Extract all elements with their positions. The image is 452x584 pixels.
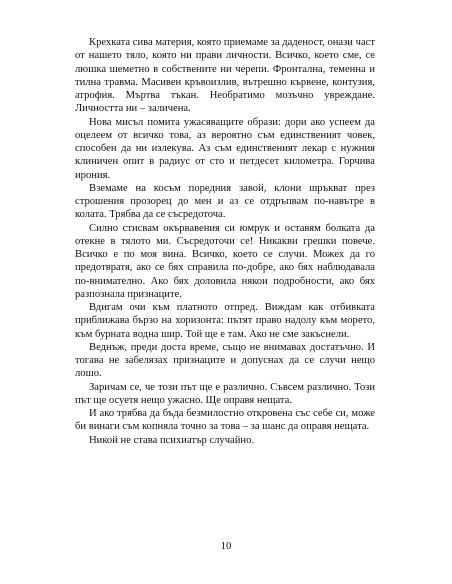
- paragraph-3: Вземаме на косъм поредния завой, клони шръкват през строшения прозорец до мен и аз се отдръпвам по-навътре в колата. Трябва да се съсредоточа.: [75, 182, 375, 221]
- paragraph-7: Заричам се, че този път ще е различно. Съвсем различно. Този път ще осуетя нещо ужасно. Ще оправя нещата.: [75, 381, 375, 406]
- paragraph-4: Силно стисвам окървавения си юмрук и оставям болката да отекне в тялото ми. Съсредоточи се! Никакви грешки повече. Всичко е по моя вина. Всичко, което се случи. Можех да го предотвратя, ако се бях справила по-добре, ако бях наблюдавала по-внимателно. Ако бях доловила някои подробности, ако бях разпознала признаците.: [75, 222, 375, 300]
- paragraph-6: Веднъж, преди доста време, също не внимавах достатъчно. И тогава не забелязах признаците и допуснах да се случи нещо лошо.: [75, 341, 375, 380]
- paragraph-1: Крехката сива материя, която приемаме за даденост, онази част от нашето тяло, която ни прави личности. Всичко, което сме, се люшка шеметно в собствените ни черепи. Фронтална, теменна и тилна травма. Масивен кръвоизлив, вътрешно кървене, контузия, атрофия. Мъртва тъкан. Необратимо мозъчно увреждане. Личността ни – заличена.: [75, 37, 375, 115]
- body-text: [75, 36, 375, 447]
- page-number: 10: [220, 541, 232, 552]
- paragraph-8: И ако трябва да бъда безмилостно откровена със себе си, може би винаги съм копняла точно за това – за шанс да оправя нещата.: [75, 408, 375, 433]
- paragraph-5: Вдигам очи към платното отпред. Виждам как отбивката приближава бързо на хоризонта: пътят право надолу към морето, към бурната водна шир. Той ще е там. Ако не сме закъснели.: [75, 302, 375, 340]
- paragraph-9: Никой не става психиатър случайно.: [89, 434, 255, 446]
- paragraph-2: Нова мисъл помита ужасяващите образи: дори ако успеем да оцелеем от всичко това, аз вероятно съм единственият човек, способен да ни излекува. Аз съм единственият лекар с нужния клиничен опит в радиус от сто и петдесет километра. Горчива ирония.: [75, 116, 375, 181]
